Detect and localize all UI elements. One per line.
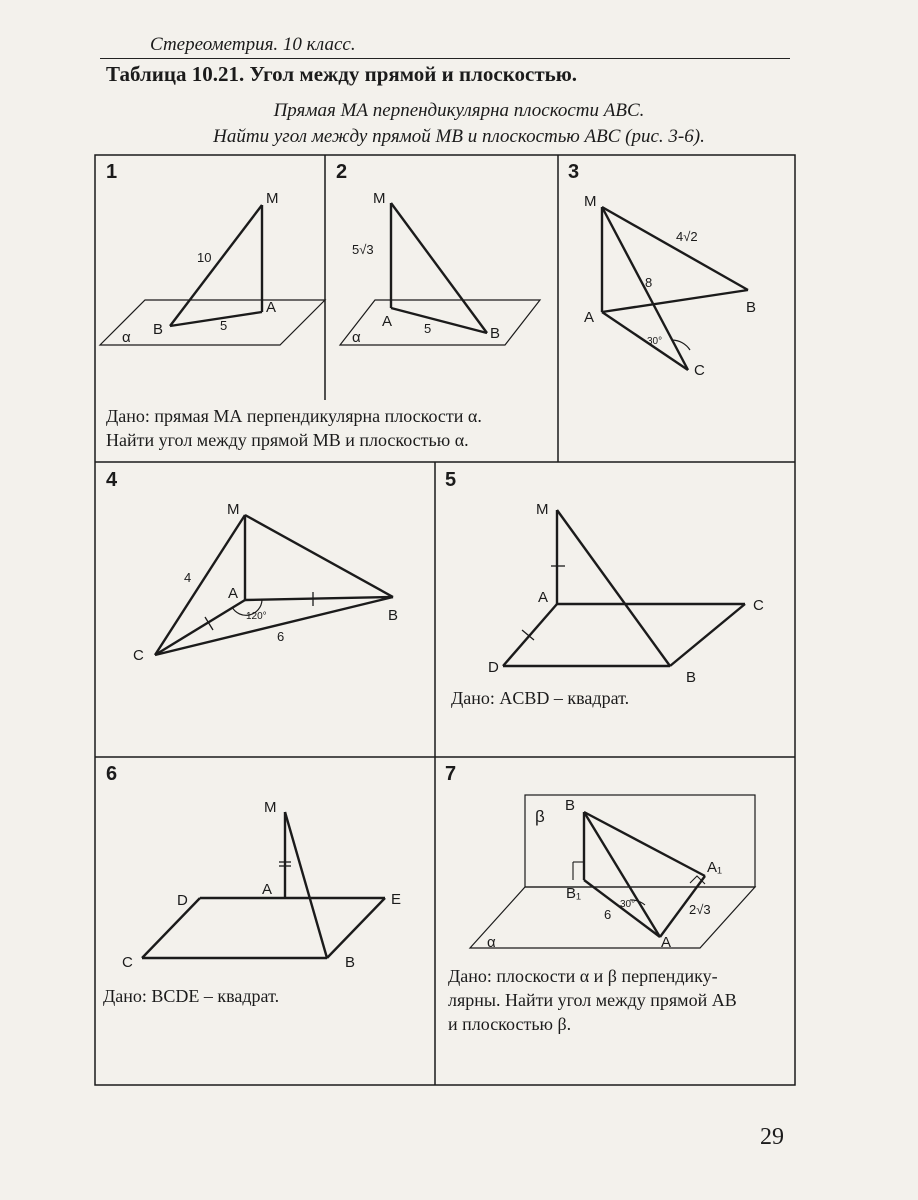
plane-alpha-2 <box>340 300 540 345</box>
figure-4 <box>133 501 398 664</box>
given-cell-5: Дано: ACBD – квадрат. <box>451 688 630 708</box>
label-d: D <box>488 659 499 676</box>
label-a: A <box>382 313 393 330</box>
label-alpha: α <box>487 934 496 951</box>
subtitle-line-2: Найти угол между прямой MB и плоскостью ABC (рис. 3-6). <box>213 126 705 147</box>
label-m: M <box>266 190 279 207</box>
given-cell-1-2 <box>106 404 556 452</box>
label-m: M <box>584 193 597 210</box>
given-line: и плоскостью β. <box>448 1014 572 1034</box>
label-alpha: α <box>122 329 131 346</box>
label-a: A <box>266 299 277 316</box>
label-m: M <box>373 190 386 207</box>
label-m: M <box>227 501 240 518</box>
value-ma: 5√3 <box>352 242 374 257</box>
label-b: B <box>565 797 576 814</box>
figure-2 <box>340 190 540 346</box>
given-line: Дано: плоскости α и β перпендику- <box>448 966 718 986</box>
label-b: B <box>490 325 501 342</box>
label-a: A <box>262 881 273 898</box>
value-angle: 30° <box>647 336 663 347</box>
figure-6 <box>122 799 401 971</box>
value-bc: 6 <box>277 629 285 644</box>
label-b: B <box>388 607 399 624</box>
label-b: B <box>345 954 356 971</box>
label-a1: A₁ <box>707 859 723 876</box>
label-c: C <box>122 954 133 971</box>
label-m: M <box>536 501 549 518</box>
label-c: C <box>133 647 144 664</box>
label-beta: β <box>535 807 545 826</box>
label-e: E <box>391 891 402 908</box>
label-d: D <box>177 892 188 909</box>
cell-number-2: 2 <box>336 161 348 183</box>
label-b: B <box>686 669 697 686</box>
label-a: A <box>584 309 595 326</box>
page-number: 29 <box>760 1124 784 1150</box>
table-grid <box>95 155 795 1085</box>
value-ma: 4 <box>184 570 192 585</box>
value-mb: 4√2 <box>676 229 698 244</box>
cell-number-5: 5 <box>445 469 457 491</box>
cell-number-3: 3 <box>568 161 580 183</box>
value-angle: 120° <box>246 611 267 622</box>
plane-alpha-7 <box>470 887 755 948</box>
subtitle-line-1: Прямая МА перпендикулярна плоскости ABC. <box>273 100 645 121</box>
value-aa1: 2√3 <box>689 902 711 917</box>
given-line: лярны. Найти угол между прямой AB <box>448 990 737 1010</box>
cell-number-4: 4 <box>106 469 118 491</box>
figure-1 <box>100 190 325 346</box>
label-a: A <box>228 585 239 602</box>
given-line: Найти угол между прямой MB и плоскостью α. <box>106 430 469 450</box>
label-b1: B₁ <box>566 885 582 902</box>
label-b: B <box>153 321 164 338</box>
cell-number-7: 7 <box>445 763 457 785</box>
label-c: C <box>694 362 705 379</box>
running-head: Стереометрия. 10 класс. <box>150 34 356 55</box>
label-m: M <box>264 799 277 816</box>
figure-7 <box>470 795 755 951</box>
label-a: A <box>538 589 549 606</box>
label-c: C <box>753 597 764 614</box>
value-mc: 8 <box>645 275 653 290</box>
given-cell-6: Дано: BCDE – квадрат. <box>103 986 280 1006</box>
plane-alpha-1 <box>100 300 325 345</box>
label-b: B <box>746 299 757 316</box>
value-angle: 30° <box>620 899 636 910</box>
label-alpha: α <box>352 329 361 346</box>
given-line: Дано: прямая МА перпендикулярна плоскости α. <box>106 406 482 426</box>
value-b1a: 6 <box>604 907 612 922</box>
cell-number-1: 1 <box>106 161 118 183</box>
table-title: Таблица 10.21. Угол между прямой и плоскостью. <box>106 62 578 86</box>
value-ab: 5 <box>424 321 432 336</box>
cell-number-6: 6 <box>106 763 118 785</box>
figure-5 <box>488 501 764 686</box>
value-ab: 5 <box>220 318 228 333</box>
given-cell-7 <box>448 964 788 1036</box>
figure-3 <box>584 193 756 379</box>
value-mb: 10 <box>197 250 212 265</box>
label-a: A <box>661 934 672 951</box>
